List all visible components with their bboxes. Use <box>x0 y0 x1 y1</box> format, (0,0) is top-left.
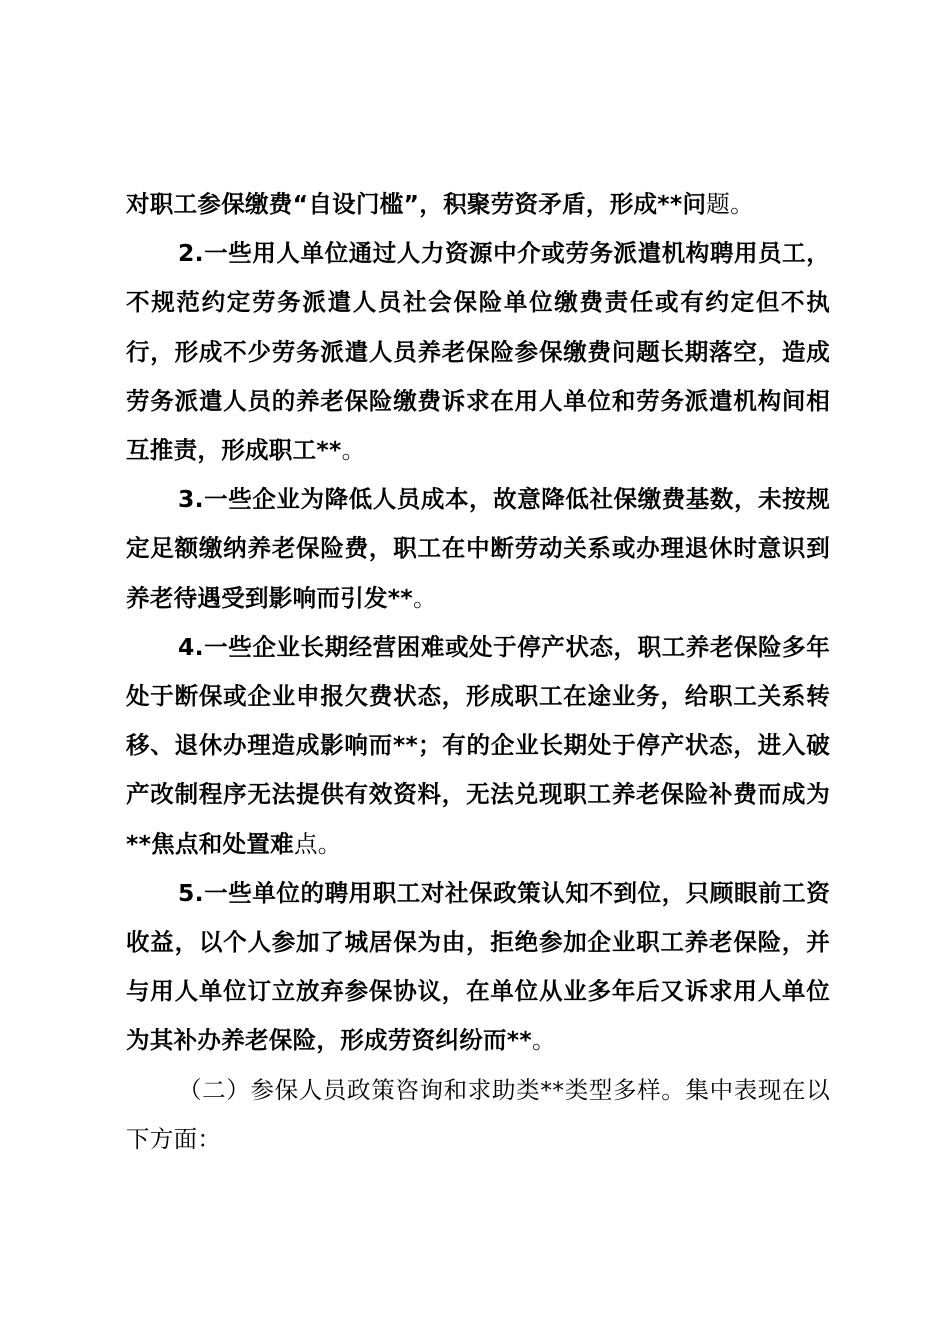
paragraph-item-3 <box>126 475 830 623</box>
paragraph-normal-text: 。 <box>412 583 437 612</box>
paragraph-normal-text: 。 <box>341 436 366 465</box>
paragraph-item-4 <box>126 623 830 869</box>
section-heading-two <box>126 1066 830 1164</box>
paragraph-continuation <box>126 180 830 229</box>
paragraph-normal-text: 。 <box>531 1026 556 1055</box>
paragraph-bold-text: 3.一些企业为降低人员成本，故意降低社保缴费基数，未按规定足额缴纳养老保险费，职工在中断劳动关系或办理退休时意识到养老待遇受到影响而引发** <box>126 485 830 612</box>
paragraph-bold-text: 4.一些企业长期经营困难或处于停产状态，职工养老保险多年处于断保或企业申报欠费状态，形成职工在途业务，给职工关系转移、退休办理造成影响而**；有的企业长期处于停产状态，进入破产改制程序无法提供有效资料，无法兑现职工养老保险补费而成为**焦点和处置难 <box>126 632 830 858</box>
paragraph-normal-text: 题。 <box>706 190 754 218</box>
paragraph-bold-text: 对职工参保缴费“自设门槛”，积聚劳资矛盾，形成**问 <box>126 190 707 218</box>
paragraph-bold-text: 2.一些用人单位通过人力资源中介或劳务派遣机构聘用员工，不规范约定劳务派遣人员社会保险单位缴费责任或有约定但不执行，形成不少劳务派遣人员养老保险参保缴费问题长期落空，造成劳务派遣人员的养老保险缴费诉求在用人单位和劳务派遣机构间相互推责，形成职工** <box>126 239 830 465</box>
paragraph-item-5 <box>126 869 830 1066</box>
paragraph-normal-text: 点。 <box>293 829 342 858</box>
paragraph-normal-text: （二）参保人员政策咨询和求助类**类型多样。集中表现在以下方面： <box>126 1075 830 1153</box>
paragraph-bold-text: 5.一些单位的聘用职工对社保政策认知不到位，只顾眼前工资收益，以个人参加了城居保为由，拒绝参加企业职工养老保险，并与用人单位订立放弃参保协议，在单位从业多年后又诉求用人单位为其补办养老保险，形成劳资纠纷而** <box>126 878 830 1055</box>
paragraph-item-2 <box>126 229 830 475</box>
document-body <box>126 180 830 1164</box>
